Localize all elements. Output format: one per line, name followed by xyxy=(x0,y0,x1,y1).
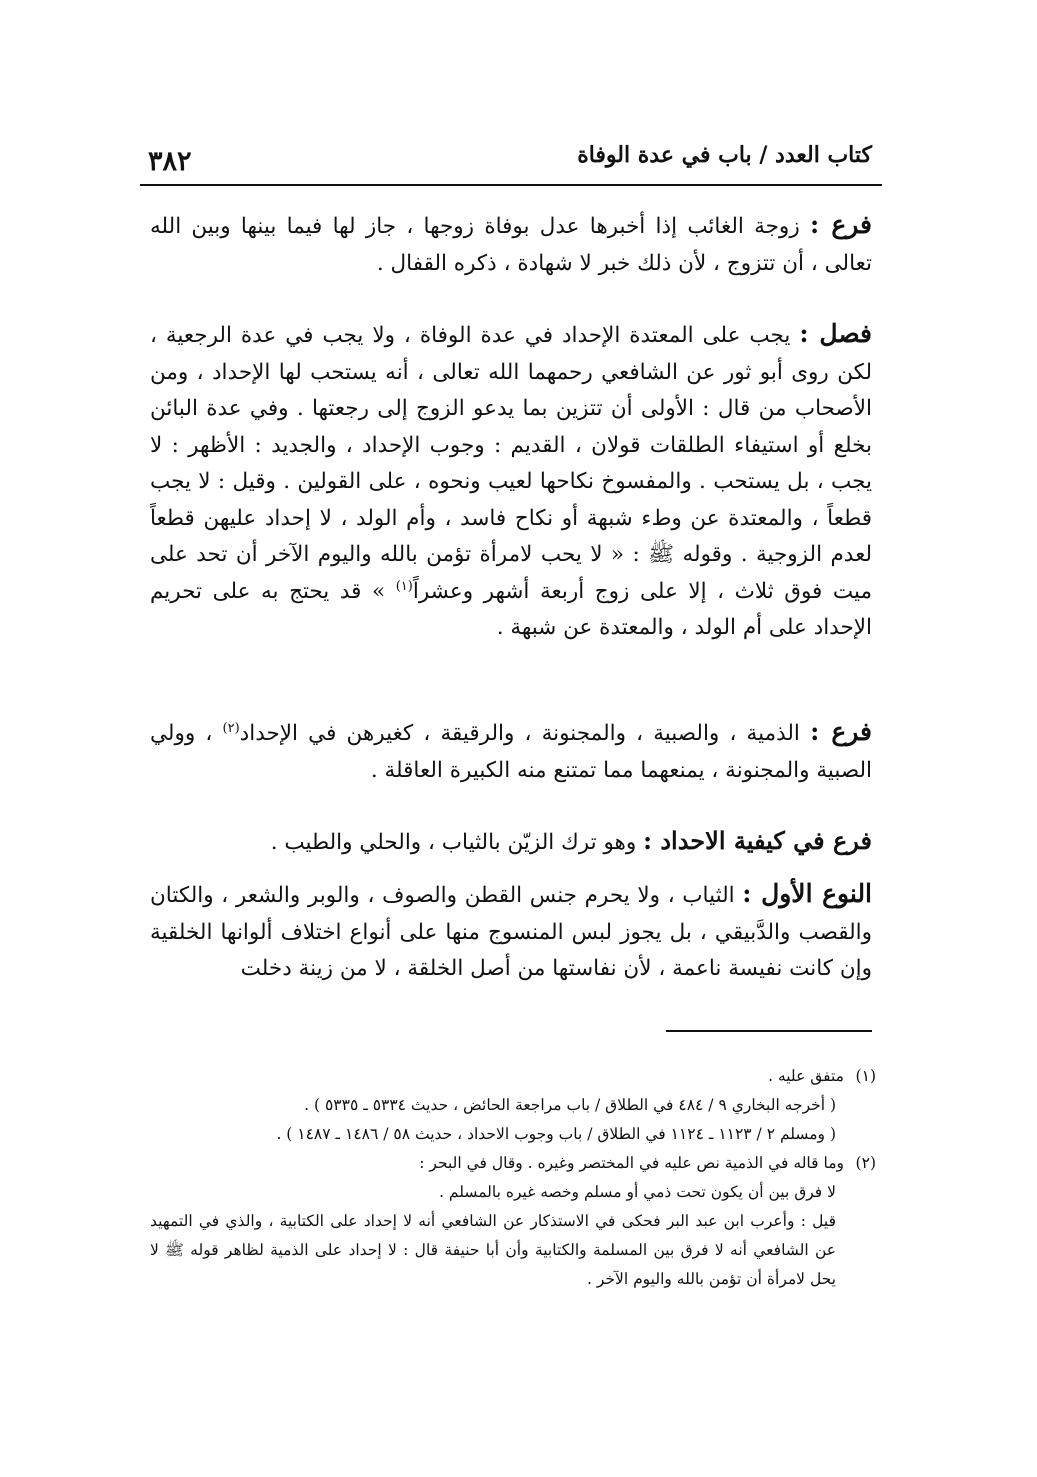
paragraph-text-cont: ، وولي الصبية والمجنونة ، يمنعهما مما تمتنع منه الكبيرة العاقلة . xyxy=(150,721,872,783)
footnote-ref-2: (٢) xyxy=(222,720,240,736)
footnote-1-source-bukhari: ( أخرجه البخاري ٩ / ٤٨٤ في الطلاق / باب مراجعة الحائض ، حديث ٥٣٣٤ ـ ٥٣٣٥ ) . xyxy=(304,1096,836,1114)
paragraph-lead: فرع : xyxy=(810,717,872,746)
paragraph-lead: النوع الأول : xyxy=(742,879,873,908)
footnote-2-line: لا فرق بين أن يكون تحت ذمي أو مسلم وخصه غيره بالمسلم . xyxy=(439,1183,836,1201)
paragraph-fasl-ihdad xyxy=(150,316,872,647)
footnote-text: وما قاله في الذمية نص عليه في المختصر وغيره . وقال في البحر : xyxy=(419,1154,844,1172)
footnote-ref-1: (١) xyxy=(395,578,413,594)
footnote-2 xyxy=(150,1149,876,1178)
paragraph-far-dhimmiya xyxy=(150,714,872,789)
running-title: كتاب العدد / باب في عدة الوفاة xyxy=(577,142,872,168)
paragraph-kayfiyat-ihdad xyxy=(150,823,872,862)
paragraph-text: يجب على المعتدة الإحداد في عدة الوفاة ، ولا يجب في عدة الرجعية ، لكن روى أبو ثور عن الشافعي رحمهما الله تعالى ، أنه يستحب لها الإحداد ، ومن الأصحاب من قال : الأولى أن تتزين بما يدعو الزوج إلى رجعتها . وفي عدة البائن بخلع أو استيفاء الطلقات قولان ، القديم : وجوب الإحداد ، والجديد : الأظهر : لا يجب ، بل يستحب . والمفسوخ نكاحها لعيب ونحوه ، على القولين . وقيل : لا يجب قطعاً ، والمعتدة عن وطء شبهة أو نكاح فاسد ، وأم الولد ، لا إحداد عليهن قطعاً لعدم الزوجية . وقوله ﷺ : « لا يحب لامرأة تؤمن بالله واليوم الآخر أن تحد على ميت فوق ثلاث ، إلا على زوج أربعة أشهر وعشراً xyxy=(150,323,873,604)
paragraph-text: الثياب ، ولا يحرم جنس القطن والصوف ، والوبر والشعر ، والكتان والقصب والدَّبيقي ، بل يجوز لبس المنسوج منها على أنواع اختلاف ألوانها الخلقية وإن كانت نفيسة ناعمة ، لأن نفاستها من أصل الخلقة ، لا من زينة دخلت xyxy=(150,883,872,981)
paragraph-text: الذمية ، والصبية ، والمجنونة ، والرقيقة ، كغيرهن في الإحداد xyxy=(239,721,800,746)
page-number: ٣٨٢ xyxy=(148,146,192,177)
footnote-number: (٢) xyxy=(855,1154,876,1172)
paragraph-naw-awwal xyxy=(150,876,872,988)
footnote-1-source-muslim: ( ومسلم ٢ / ١١٢٣ ـ ١١٢٤ في الطلاق / باب وجوب الاحداد ، حديث ٥٨ / ١٤٨٦ ـ ١٤٨٧ ) . xyxy=(276,1125,836,1143)
footnotes xyxy=(150,1062,876,1294)
paragraph-text: وهو ترك الزيّن بالثياب ، والحلي والطيب . xyxy=(270,830,637,855)
footnote-divider xyxy=(666,1030,872,1032)
paragraph-far-gaib xyxy=(150,207,872,282)
paragraph-lead: فرع : xyxy=(809,210,872,239)
paragraph-heading: فرع في كيفية الاحداد : xyxy=(643,826,872,855)
paragraph-lead: فصل : xyxy=(799,319,872,348)
paragraph-text-cont: » قد يحتج به على تحريم الإحداد على أم الولد ، والمعتدة عن شبهة . xyxy=(150,578,872,640)
paragraph-text: زوجة الغائب إذا أخبرها عدل بوفاة زوجها ، جاز لها فيما بينها وبين الله تعالى ، أن تتزوج ، لأن ذلك خبر لا شهادة ، ذكره القفال . xyxy=(150,214,872,276)
footnote-1 xyxy=(150,1062,876,1091)
footnote-2-line: قيل : وأعرب ابن عبد البر فحكى في الاستذكار عن الشافعي أنه لا إحداد على الكتابية ، والذي في التمهيد عن الشافعي أنه لا فرق بين المسلمة والكتابية وأن أبا حنيفة قال : لا إحداد على الذمية لظاهر قوله ﷺ لا يحل لامرأة أن تؤمن بالله واليوم الآخر . xyxy=(150,1212,836,1288)
footnote-text: متفق عليه . xyxy=(768,1067,844,1085)
footnote-number: (١) xyxy=(855,1067,876,1085)
page-header xyxy=(140,140,882,186)
